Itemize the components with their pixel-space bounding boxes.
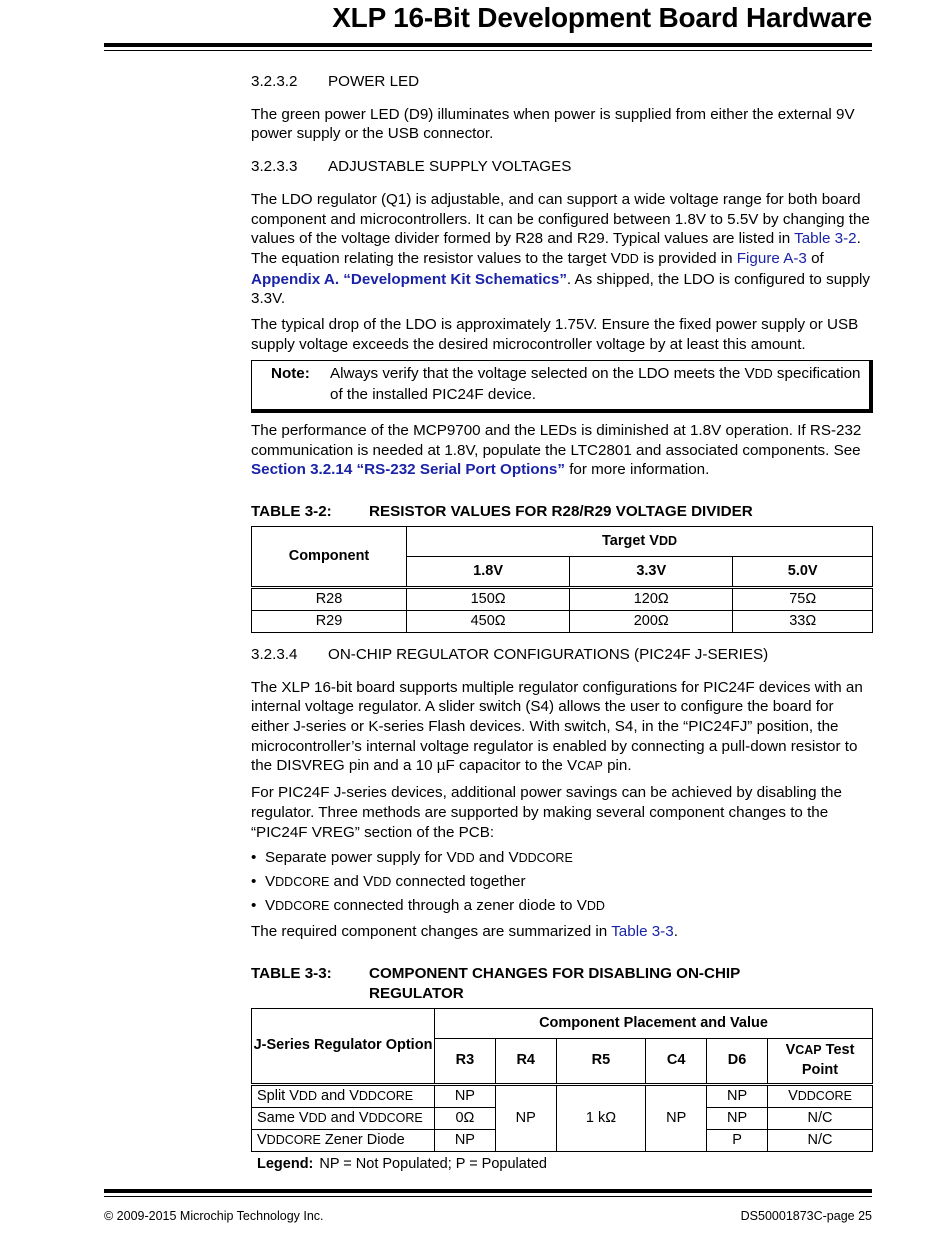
cell: [252, 1108, 435, 1130]
subscript: DDCORE: [358, 1088, 414, 1103]
link-table-3-3[interactable]: Table 3-3: [611, 923, 674, 941]
cell: [768, 1085, 873, 1108]
cell: NP: [435, 1130, 496, 1152]
table-row: [252, 610, 873, 632]
text: and V: [326, 1109, 369, 1126]
header-component: Component: [252, 526, 407, 587]
text: The LDO regulator (Q1) is adjustable, and can support a wide voltage range for both board component and microcontrollers. It can be configured between 1.8V to 5.5V by changing the values of the voltage divider formed by R28 and R29. Typical values are listed in: [251, 190, 870, 248]
list-item: [251, 896, 873, 917]
cell: 450Ω: [407, 610, 570, 632]
cell: 150Ω: [407, 587, 570, 610]
text: The XLP 16-bit board supports multiple regulator configurations for PIC24F devices with an internal voltage regulator. A slider switch (S4) allows the user to configure the board for either J-series or K-series Flash devices. With switch, S4, in the “PIC24FJ” position, the microcontroller’s internal voltage regulator is enabled by connecting a pull-down resistor to the DISVREG pin and a 10 µF capacitor to the V: [251, 678, 863, 775]
text: Split V: [257, 1087, 299, 1104]
cell: 0Ω: [435, 1108, 496, 1130]
cell: NP: [707, 1085, 768, 1108]
cell: 200Ω: [570, 610, 733, 632]
section-title: POWER LED: [328, 73, 420, 90]
header-c4: C4: [646, 1039, 707, 1085]
section-heading-3232: [251, 72, 873, 92]
paragraph-ldo-drop: The typical drop of the LDO is approximately 1.75V. Ensure the fixed power supply or USB supply voltage exceeds the desired microcontroller voltage by at least this amount.: [251, 316, 859, 353]
header-col-1-8v: 1.8V: [407, 556, 570, 587]
section-title: ON-CHIP REGULATOR CONFIGURATIONS (PIC24F J-SERIES): [328, 645, 769, 663]
section-heading-3234: [251, 645, 873, 665]
legend-text: NP = Not Populated; P = Populated: [319, 1156, 547, 1173]
table-number: TABLE 3-2:: [251, 502, 332, 520]
paragraph-j-series: For PIC24F J-series devices, additional power savings can be achieved by disabling the regulator. Three methods are supported by making several component changes to the “PIC24F VREG” section of the PCB:: [251, 784, 842, 841]
footer-page-number: DS50001873C-page 25: [740, 1209, 872, 1223]
text: . As shipped, the LDO is configured to supply 3.3V.: [251, 270, 871, 308]
text: for more information.: [564, 461, 710, 479]
page-header-title: XLP 16-Bit Development Board Hardware: [332, 2, 872, 33]
text: The performance of the MCP9700 and the LEDs is diminished at 1.8V operation. If RS-232 communication is needed at 1.8V, populate the LTC2801 and associated components. See: [251, 421, 862, 459]
link-figure-a-3[interactable]: Figure A-3: [736, 249, 807, 267]
paragraph-summary: [251, 922, 873, 942]
text: V: [788, 1087, 798, 1104]
text: Target V: [601, 532, 659, 549]
text: .: [673, 923, 678, 941]
footer-rule-thick: [104, 1189, 872, 1193]
table-3-2-caption: [251, 502, 873, 522]
text: V: [257, 1131, 267, 1148]
cell: 120Ω: [570, 587, 733, 610]
header-rule-thick: [104, 43, 872, 47]
text: V: [265, 896, 276, 914]
table-3-3: [251, 1008, 873, 1152]
header-vcap: [768, 1039, 873, 1085]
paragraph-ldo: [251, 190, 873, 309]
text: V: [265, 872, 276, 890]
link-table-3-2[interactable]: Table 3-2: [794, 230, 857, 248]
cell: NP: [495, 1085, 556, 1152]
table-row: [252, 1085, 873, 1108]
link-section-3-2-14[interactable]: Section 3.2.14 “RS-232 Serial Port Options”: [251, 461, 565, 479]
header-rule-thin: [104, 50, 872, 51]
paragraph-xlp-board: [251, 678, 873, 778]
cell: [252, 1085, 435, 1108]
section-heading-3233: [251, 157, 873, 177]
subscript: DDCORE: [518, 851, 573, 866]
subscript: DDCORE: [275, 874, 330, 889]
header-col-5-0v: 5.0V: [733, 556, 873, 587]
text: Separate power supply for V: [265, 849, 457, 867]
subscript: CAP: [795, 1043, 822, 1058]
cell: [252, 1130, 435, 1152]
subscript: DDCORE: [266, 1132, 321, 1147]
cell: 75Ω: [733, 587, 873, 610]
text: . The equation relating the resistor values to the target V: [251, 230, 861, 267]
header-col-3-3v: 3.3V: [570, 556, 733, 587]
subscript: DD: [658, 533, 677, 548]
text: specification of the installed PIC24F device.: [330, 365, 861, 404]
cell: N/C: [768, 1108, 873, 1130]
text: and V: [316, 1087, 359, 1104]
subscript: DD: [586, 898, 605, 913]
list-item: [251, 872, 873, 893]
header-d6: D6: [707, 1039, 768, 1085]
subscript: DD: [620, 251, 639, 266]
section-number: 3.2.3.3: [251, 158, 298, 176]
subscript: DDCORE: [368, 1110, 423, 1125]
cell: 33Ω: [733, 610, 873, 632]
table-row: [252, 587, 873, 610]
cell: NP: [435, 1085, 496, 1108]
paragraph-power-led: The green power LED (D9) illuminates when power is supplied from either the external 9V power supply or the USB connector.: [251, 105, 855, 143]
paragraph-performance: [251, 421, 873, 480]
text: and V: [329, 872, 374, 890]
cell: P: [707, 1130, 768, 1152]
text: is provided in: [638, 249, 737, 267]
table-title: COMPONENT CHANGES FOR DISABLING ON-CHIP REGULATOR: [369, 965, 740, 1003]
subscript: DDCORE: [275, 898, 330, 913]
list-item: [251, 848, 873, 869]
header-target-vdd: [407, 526, 873, 556]
text: and V: [474, 849, 519, 867]
text: Test Point: [801, 1042, 855, 1079]
link-appendix-a[interactable]: Appendix A. “Development Kit Schematics”: [251, 270, 567, 288]
text: Always verify that the voltage selected on the LDO meets the V: [330, 365, 755, 383]
header-placement: Component Placement and Value: [435, 1009, 873, 1039]
table-3-3-caption: [251, 964, 873, 1004]
note-box: [251, 360, 873, 412]
table-number: TABLE 3-3:: [251, 965, 332, 983]
note-text: [330, 364, 863, 404]
header-r3: R3: [435, 1039, 496, 1085]
header-option: J-Series Regulator Option: [252, 1009, 435, 1085]
text: connected through a zener diode to V: [329, 896, 587, 914]
text: The required component changes are summarized in: [251, 923, 612, 941]
note-label: Note:: [271, 365, 310, 383]
header-r4: R4: [495, 1039, 556, 1085]
text: V: [785, 1042, 796, 1059]
page-content: [251, 72, 873, 1175]
text: of: [806, 249, 824, 267]
cell: N/C: [768, 1130, 873, 1152]
subscript: DD: [373, 874, 392, 889]
subscript: DD: [308, 1110, 327, 1125]
subscript: DDCORE: [797, 1088, 852, 1103]
text: Zener Diode: [320, 1131, 405, 1148]
text: pin.: [602, 757, 632, 775]
cell: 1 kΩ: [556, 1085, 646, 1152]
subscript: DD: [754, 367, 773, 382]
cell: NP: [707, 1108, 768, 1130]
subscript: DD: [298, 1088, 317, 1103]
cell: NP: [646, 1085, 707, 1152]
text: connected together: [391, 872, 526, 890]
bullet-list: [251, 848, 873, 916]
header-r5: R5: [556, 1039, 646, 1085]
section-title: ADJUSTABLE SUPPLY VOLTAGES: [328, 158, 572, 176]
table-3-2: [251, 526, 873, 633]
subscript: CAP: [577, 759, 603, 774]
section-number: 3.2.3.4: [251, 645, 298, 663]
cell: R28: [252, 587, 407, 610]
section-number: 3.2.3.2: [251, 73, 298, 90]
cell: R29: [252, 610, 407, 632]
subscript: DD: [456, 851, 475, 866]
table-title: RESISTOR VALUES FOR R28/R29 VOLTAGE DIVIDER: [369, 502, 753, 520]
text: Same V: [257, 1109, 309, 1126]
table-legend: [251, 1155, 873, 1175]
legend-label: Legend:: [257, 1156, 314, 1173]
footer-rule-thin: [104, 1196, 872, 1197]
footer-copyright: © 2009-2015 Microchip Technology Inc.: [104, 1209, 324, 1223]
